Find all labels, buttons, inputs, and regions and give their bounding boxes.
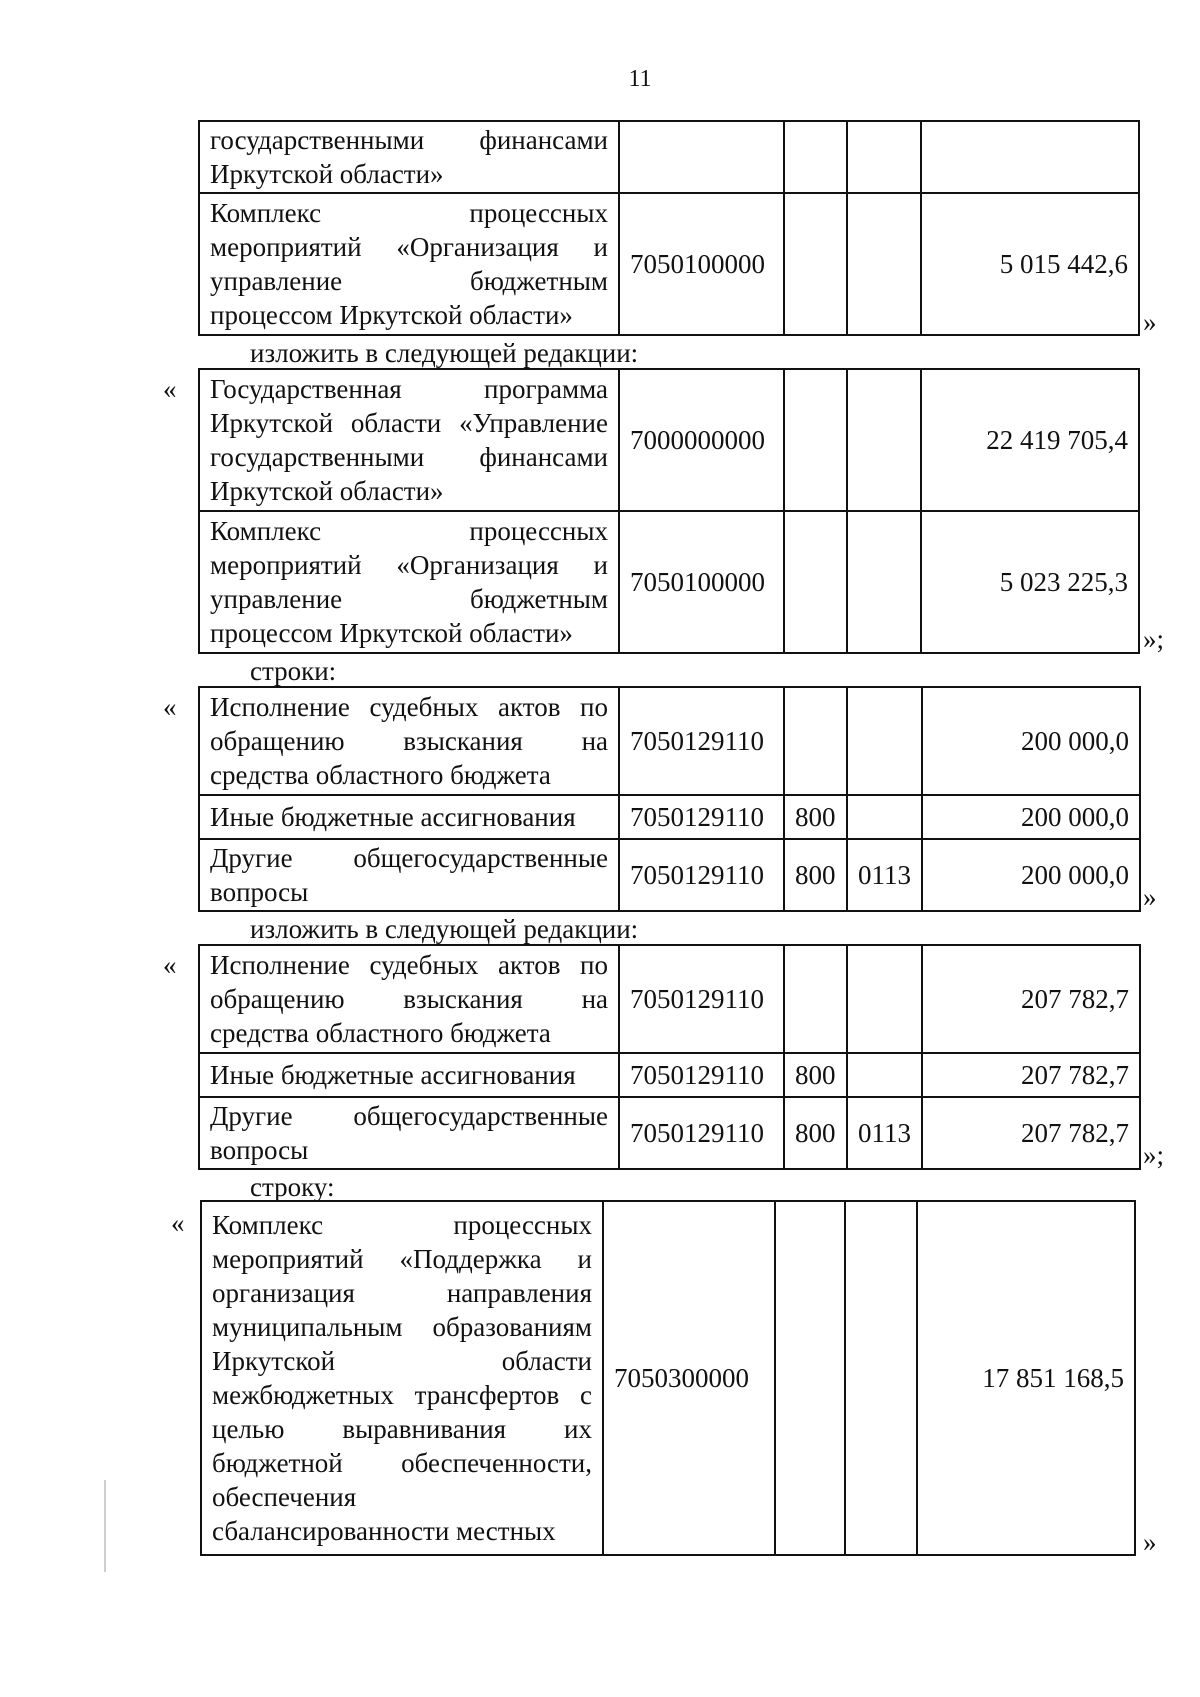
table-row: [199, 193, 1139, 335]
budget-table: [198, 944, 1141, 1170]
budget-table: [198, 120, 1140, 336]
instruction-text: строку:: [250, 1172, 335, 1202]
row-name: Другие общегосударственные вопросы: [199, 839, 619, 911]
row-amount: 200 000,0: [922, 795, 1140, 839]
table-block-5: [200, 1200, 1136, 1556]
row-section: [847, 193, 921, 335]
instruction-text: изложить в следующей редакции:: [250, 914, 639, 944]
table-row: [199, 369, 1139, 511]
budget-table: [200, 1200, 1136, 1556]
close-quote: »: [1143, 882, 1157, 912]
instruction-text: строки:: [250, 656, 337, 686]
row-name: Иные бюджетные ассигнования: [199, 795, 619, 839]
row-group: [784, 121, 847, 193]
open-quote: «: [163, 950, 177, 980]
row-name: Комплекс процессных мероприятий «Организация и управление бюджетным процессом Иркутской области»: [199, 193, 619, 335]
table-row: [201, 1201, 1135, 1555]
row-amount: 22 419 705,4: [921, 369, 1139, 511]
row-section: [847, 795, 922, 839]
row-section: [845, 1201, 917, 1555]
row-amount: 207 782,7: [922, 945, 1140, 1053]
open-quote: «: [171, 1208, 185, 1238]
scan-artifact-line: [104, 1480, 106, 1572]
row-code: 7050129110: [619, 1053, 784, 1097]
row-group: 800: [784, 795, 847, 839]
open-quote: «: [163, 692, 177, 722]
close-quote: »: [1143, 307, 1157, 337]
row-group: 800: [784, 1097, 847, 1169]
row-amount: 5 023 225,3: [921, 511, 1139, 653]
table-row: [199, 687, 1140, 795]
table-block-3: [198, 686, 1141, 912]
row-section: 0113: [847, 1097, 922, 1169]
page-number: 11: [628, 66, 652, 92]
row-section: 0113: [847, 839, 922, 911]
row-amount: 207 782,7: [922, 1053, 1140, 1097]
row-section: [847, 121, 921, 193]
row-name: Другие общегосударственные вопросы: [199, 1097, 619, 1169]
table-row: [199, 121, 1139, 193]
row-amount: 207 782,7: [922, 1097, 1140, 1169]
table-block-2: [198, 368, 1140, 654]
row-code: 7050100000: [619, 193, 784, 335]
row-code: 7050129110: [619, 945, 784, 1053]
instruction-text: изложить в следующей редакции:: [250, 338, 639, 368]
row-code: 7050100000: [619, 511, 784, 653]
table-block-4: [198, 944, 1141, 1170]
row-section: [847, 687, 922, 795]
row-section: [847, 945, 922, 1053]
open-quote: «: [163, 374, 177, 404]
table-row: [199, 1053, 1140, 1097]
row-group: [784, 369, 847, 511]
row-group: [784, 945, 847, 1053]
table-row: [199, 839, 1140, 911]
row-group: [775, 1201, 845, 1555]
row-group: [784, 687, 847, 795]
close-quote: »;: [1143, 624, 1165, 654]
row-group: [784, 511, 847, 653]
row-code: 7000000000: [619, 369, 784, 511]
row-amount: 200 000,0: [922, 839, 1140, 911]
row-code: 7050129110: [619, 795, 784, 839]
row-amount: 200 000,0: [922, 687, 1140, 795]
row-section: [847, 1053, 922, 1097]
row-code: 7050129110: [619, 839, 784, 911]
row-group: 800: [784, 839, 847, 911]
row-name: государственными финансами Иркутской области»: [199, 121, 619, 193]
row-group: [784, 193, 847, 335]
row-code: 7050129110: [619, 687, 784, 795]
table-block-1: [198, 120, 1140, 336]
table-row: [199, 945, 1140, 1053]
row-name: Исполнение судебных актов по обращению взыскания на средства областного бюджета: [199, 945, 619, 1053]
row-amount: 5 015 442,6: [921, 193, 1139, 335]
row-code: [619, 121, 784, 193]
table-row: [199, 795, 1140, 839]
row-name: Комплекс процессных мероприятий «Поддержка и организация направления муниципальным образованиям Иркутской области межбюджетных трансфертов с целью выравнивания их бюджетной обеспеченности, обеспечения сбалансированности местных: [201, 1201, 603, 1555]
close-quote: »: [1143, 1527, 1157, 1557]
row-group: 800: [784, 1053, 847, 1097]
row-code: 7050129110: [619, 1097, 784, 1169]
row-name: Иные бюджетные ассигнования: [199, 1053, 619, 1097]
row-code: 7050300000: [603, 1201, 775, 1555]
row-name: Государственная программа Иркутской области «Управление государственными финансами Иркутской области»: [199, 369, 619, 511]
row-name: Исполнение судебных актов по обращению взыскания на средства областного бюджета: [199, 687, 619, 795]
budget-table: [198, 686, 1141, 912]
budget-table: [198, 368, 1140, 654]
close-quote: »;: [1143, 1140, 1165, 1170]
row-amount: [921, 121, 1139, 193]
row-name: Комплекс процессных мероприятий «Организация и управление бюджетным процессом Иркутской области»: [199, 511, 619, 653]
row-amount: 17 851 168,5: [917, 1201, 1135, 1555]
table-row: [199, 1097, 1140, 1169]
table-row: [199, 511, 1139, 653]
row-section: [847, 369, 921, 511]
row-section: [847, 511, 921, 653]
